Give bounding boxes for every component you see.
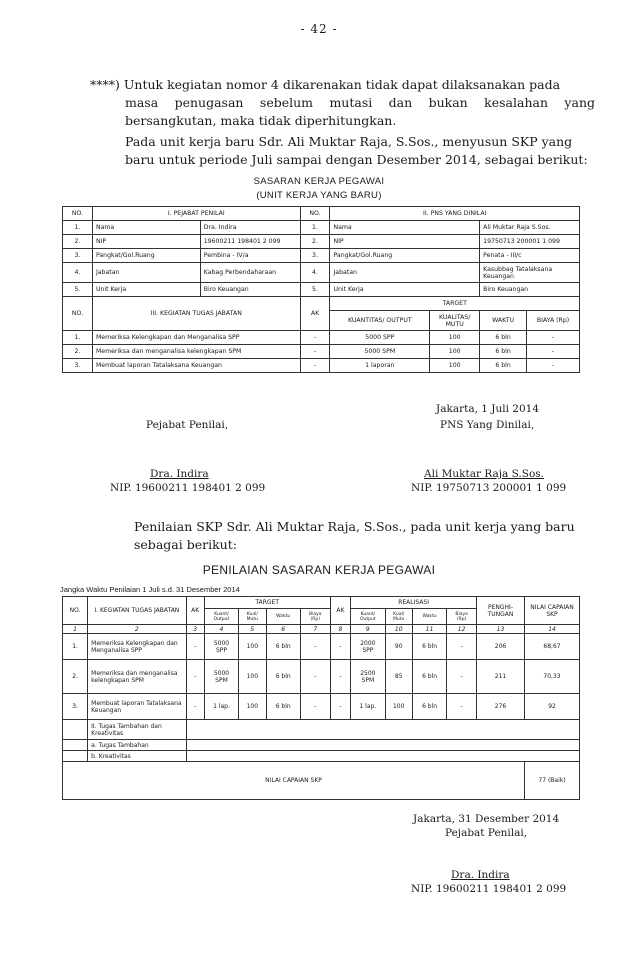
sign1-place-date: Jakarta, 1 Juli 2014 [436, 403, 540, 415]
pen-h-r-biaya: Biaya (Rp) [447, 609, 477, 625]
cell: 1 lap. [351, 694, 385, 720]
skp-h-pejabat: I. PEJABAT PENILAI [92, 207, 300, 221]
task-row [63, 331, 580, 345]
sign2-nip: NIP. 19600211 198401 2 099 [411, 883, 567, 895]
extra-tugas-tambahan: II. Tugas Tambahan dan Kreativitas [88, 720, 186, 740]
col-num: 12 [447, 625, 477, 634]
sign2-role: Pejabat Penilai, [445, 827, 528, 839]
cell: Nama [330, 221, 480, 235]
cell: 100 [430, 331, 480, 345]
penilaian-line-1: Penilaian SKP Sdr. Ali Muktar Raja, S.Sos., pada unit kerja yang baru [134, 519, 575, 534]
cell: NIP [330, 235, 480, 249]
cell: - [300, 345, 330, 359]
cell: - [186, 660, 204, 694]
cell: Nama [92, 221, 200, 235]
skp-h-no: NO. [63, 207, 93, 221]
note-line-1 [90, 76, 590, 94]
pen-h-penghitungan: PENGHI-TUNGAN [476, 597, 524, 625]
skp-row [63, 263, 580, 283]
cell: Memeriksa Kelengkapan dan Menganalisa SPP [88, 634, 186, 660]
cell: 1. [63, 634, 88, 660]
cell: 2. [63, 235, 93, 249]
cell: 276 [476, 694, 524, 720]
cell: 6 bln [266, 660, 300, 694]
paragraph-line-2: baru untuk periode Juli sampai dengan Desember 2014, sebagai berikut: [125, 152, 588, 167]
col-num: 4 [204, 625, 238, 634]
cell: 100 [430, 359, 480, 373]
cell: 6 bln [480, 345, 527, 359]
skp-row [63, 283, 580, 297]
cell: 85 [385, 660, 412, 694]
penilaian-title: PENILAIAN SASARAN KERJA PEGAWAI [202, 563, 436, 577]
note-text-3: bersangkutan, maka tidak diperhitungkan. [125, 113, 397, 128]
cell: - [300, 660, 330, 694]
cell: - [186, 694, 204, 720]
cell: 3. [63, 359, 93, 373]
col-num: 2 [88, 625, 186, 634]
skp-row [63, 235, 580, 249]
cell: - [527, 345, 580, 359]
skp-h-kuantitas: KUANTITAS/ OUTPUT [330, 311, 430, 331]
cell: - [300, 634, 330, 660]
page-number: - 42 - [300, 22, 338, 36]
penilaian-line-2: sebagai berikut: [134, 537, 237, 552]
cell: Jabatan [330, 263, 480, 283]
jangka-waktu: Jangka Waktu Penilaian 1 Juli s.d. 31 Desember 2014 [60, 585, 240, 594]
col-num: 8 [330, 625, 351, 634]
cell: 4. [63, 263, 93, 283]
penilaian-row [63, 660, 580, 694]
sign1-left-name: Dra. Indira [150, 468, 209, 480]
cell: 100 [430, 345, 480, 359]
cell: 6 bln [412, 634, 446, 660]
task-row [63, 359, 580, 373]
skp-h-ak: AK [300, 297, 330, 331]
cell: 5000 SPP [204, 634, 238, 660]
total-row [63, 762, 580, 800]
cell: - [186, 634, 204, 660]
cell: 90 [385, 634, 412, 660]
cell: 6 bln [412, 660, 446, 694]
cell: 5000 SPM [204, 660, 238, 694]
cell: Biro Keuangan [200, 283, 300, 297]
cell: 3. [63, 249, 93, 263]
skp-table [62, 206, 580, 373]
skp-h-waktu: WAKTU [480, 311, 527, 331]
cell: 100 [385, 694, 412, 720]
cell: Pembina - IV/a [200, 249, 300, 263]
skp-h-no2: NO. [300, 207, 330, 221]
cell: 3. [300, 249, 330, 263]
note-marker: ****) [90, 77, 120, 92]
cell: Unit Kerja [330, 283, 480, 297]
cell: 2000 SPP [351, 634, 385, 660]
cell: 6 bln [266, 694, 300, 720]
cell: Memeriksa dan menganalisa kelengkapan SPM [92, 345, 300, 359]
cell: - [300, 359, 330, 373]
cell: 5000 SPM [330, 345, 430, 359]
pen-h-ak2: AK [330, 597, 351, 625]
pen-h-t-biaya: Biaya (Rp) [300, 609, 330, 625]
extra-b: b. Kreativitas [88, 751, 186, 762]
cell: Pangkat/Gol.Ruang [330, 249, 480, 263]
cell: 2. [63, 660, 88, 694]
cell: Pangkat/Gol.Ruang [92, 249, 200, 263]
total-value: 77 (Baik) [525, 762, 580, 800]
cell: 70,33 [525, 660, 580, 694]
cell: 19750713 200001 1 099 [480, 235, 580, 249]
cell: 6 bln [412, 694, 446, 720]
paragraph-line-1: Pada unit kerja baru Sdr. Ali Muktar Raja, S.Sos., menyusun SKP yang [125, 134, 573, 149]
task-row [63, 345, 580, 359]
total-label: NILAI CAPAIAN SKP [63, 762, 525, 800]
cell: 2. [63, 345, 93, 359]
pen-h-target: TARGET [204, 597, 330, 609]
cell: Dra. Indira [200, 221, 300, 235]
cell: 19600211 198401 2 099 [200, 235, 300, 249]
cell: - [330, 660, 351, 694]
cell: - [330, 694, 351, 720]
cell: Unit Kerja [92, 283, 200, 297]
skp-h-pns: II. PNS YANG DINILAI [330, 207, 580, 221]
cell: 6 bln [480, 359, 527, 373]
cell: 4. [300, 263, 330, 283]
cell: 6 bln [266, 634, 300, 660]
sign1-left-role: Pejabat Penilai, [146, 419, 229, 431]
cell: 100 [239, 634, 266, 660]
cell: Biro Keuangan [480, 283, 580, 297]
pen-h-t-kual: Kual/ Mutu [239, 609, 266, 625]
cell: 92 [525, 694, 580, 720]
cell: 5000 SPP [330, 331, 430, 345]
cell: 1. [300, 221, 330, 235]
note-text-1: Untuk kegiatan nomor 4 dikarenakan tidak dapat dilaksanakan pada [123, 77, 561, 92]
pen-h-r-waktu: Waktu [412, 609, 446, 625]
cell: 1. [63, 331, 93, 345]
sign1-right-name: Ali Muktar Raja S.Sos. [424, 468, 545, 480]
col-num: 3 [186, 625, 204, 634]
cell: - [300, 694, 330, 720]
pen-h-t-waktu: Waktu [266, 609, 300, 625]
extra-row [63, 751, 580, 762]
cell: - [447, 634, 477, 660]
skp-subtitle: (UNIT KERJA YANG BARU) [256, 190, 382, 201]
cell: Penata - III/c [480, 249, 580, 263]
cell: 3. [63, 694, 88, 720]
col-num: 7 [300, 625, 330, 634]
pen-h-ak: AK [186, 597, 204, 625]
sign1-right-role: PNS Yang Dinilai, [440, 419, 535, 431]
cell: Jabatan [92, 263, 200, 283]
pen-h-r-kual: Kual/ Mutu [385, 609, 412, 625]
col-num: 10 [385, 625, 412, 634]
cell: - [527, 331, 580, 345]
cell: 6 bln [480, 331, 527, 345]
cell: 1 laporan [330, 359, 430, 373]
cell: - [447, 660, 477, 694]
cell: - [527, 359, 580, 373]
cell: 100 [239, 694, 266, 720]
penilaian-row [63, 634, 580, 660]
cell: 100 [239, 660, 266, 694]
col-num: 14 [525, 625, 580, 634]
column-number-row [63, 625, 580, 634]
skp-h-task-no: NO. [63, 297, 93, 331]
pen-h-no: NO. [63, 597, 88, 625]
cell: - [300, 331, 330, 345]
col-num: 13 [476, 625, 524, 634]
pen-h-t-kuant: Kuant/ Output [204, 609, 238, 625]
cell: Kasubbag Tatalaksana Keuangan [480, 263, 580, 283]
extra-row [63, 740, 580, 751]
col-num: 6 [266, 625, 300, 634]
cell: 2. [300, 235, 330, 249]
pen-h-nilai: NILAI CAPAIAN SKP [525, 597, 580, 625]
cell: NIP [92, 235, 200, 249]
col-num: 9 [351, 625, 385, 634]
extra-row [63, 720, 580, 740]
sign1-left-nip: NIP. 19600211 198401 2 099 [110, 482, 266, 494]
cell: Ali Muktar Raja S.Sos. [480, 221, 580, 235]
penilaian-table [62, 596, 580, 800]
note-text-2: masa penugasan sebelum mutasi dan bukan kesalahan yang [125, 95, 595, 110]
sign2-place-date: Jakarta, 31 Desember 2014 [413, 813, 560, 825]
skp-title: SASARAN KERJA PEGAWAI [253, 176, 385, 187]
cell: Memeriksa dan menganalisa kelengkapan SPM [88, 660, 186, 694]
penilaian-row [63, 694, 580, 720]
skp-row [63, 221, 580, 235]
skp-row [63, 249, 580, 263]
cell: 1 lap. [204, 694, 238, 720]
cell: - [447, 694, 477, 720]
sign2-name: Dra. Indira [451, 869, 510, 881]
cell: Kabag Perbendaharaan [200, 263, 300, 283]
pen-h-kegiatan: I. KEGIATAN TUGAS JABATAN [88, 597, 186, 625]
cell: 206 [476, 634, 524, 660]
cell: Memeriksa Kelengkapan dan Menganalisa SPP [92, 331, 300, 345]
skp-h-kualitas: KUALITAS/ MUTU [430, 311, 480, 331]
pen-h-realisasi: REALISASI [351, 597, 477, 609]
col-num: 5 [239, 625, 266, 634]
cell: Membuat laporan Tatalaksana Keuangan [92, 359, 300, 373]
cell: 2500 SPM [351, 660, 385, 694]
sign1-right-nip: NIP. 19750713 200001 1 099 [411, 482, 567, 494]
col-num: 11 [412, 625, 446, 634]
cell: - [330, 634, 351, 660]
cell: 211 [476, 660, 524, 694]
cell: 5. [300, 283, 330, 297]
skp-h-kegiatan: III. KEGIATAN TUGAS JABATAN [92, 297, 300, 331]
cell: 1. [63, 221, 93, 235]
cell: 5. [63, 283, 93, 297]
col-num: 1 [63, 625, 88, 634]
cell: 68,67 [525, 634, 580, 660]
pen-h-r-kuant: Kuant/ Output [351, 609, 385, 625]
cell: Membuat laporan Tatalaksana Keuangan [88, 694, 186, 720]
skp-h-biaya: BIAYA (Rp) [527, 311, 580, 331]
skp-h-target: TARGET [330, 297, 580, 311]
extra-a: a. Tugas Tambahan [88, 740, 186, 751]
